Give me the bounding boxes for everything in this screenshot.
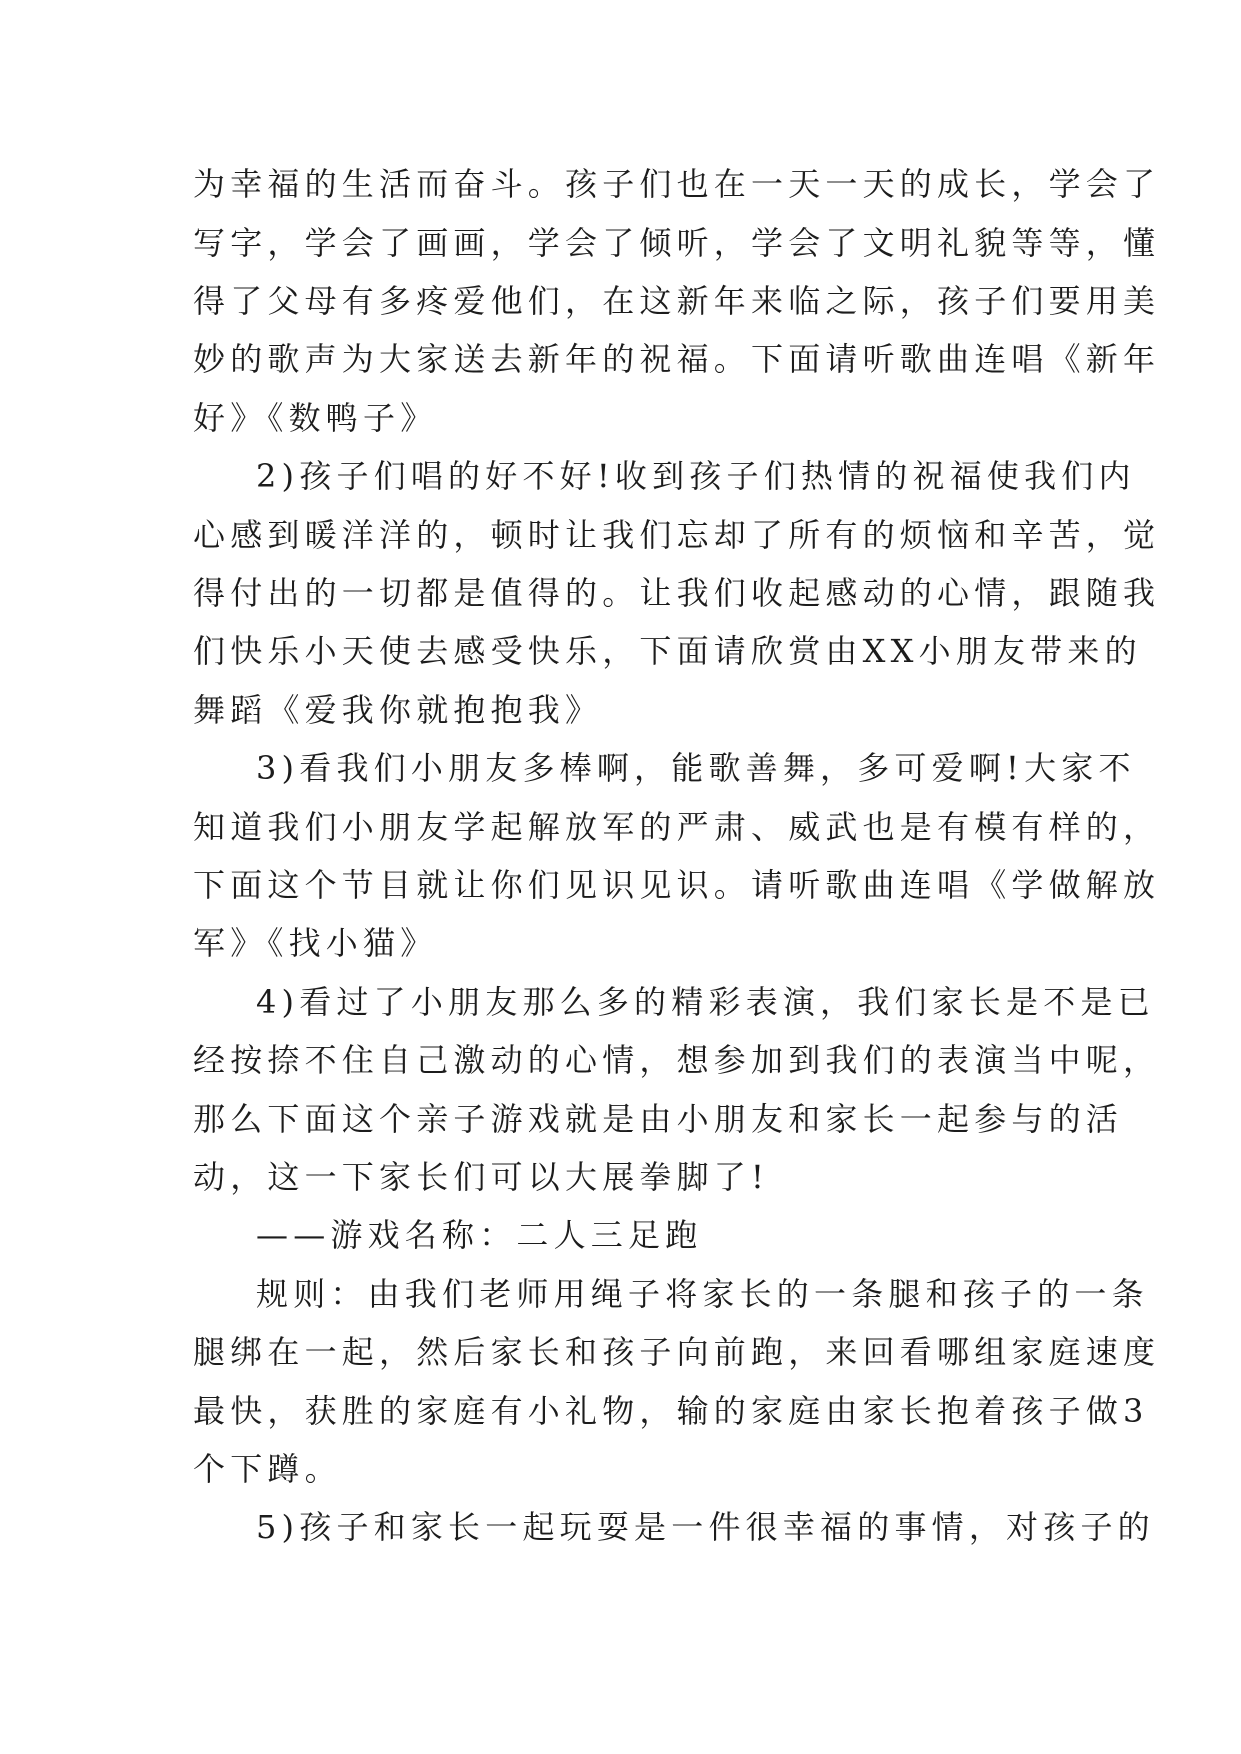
text-line: 得付出的一切都是值得的。让我们收起感动的心情，跟随我 (193, 574, 1161, 612)
text-line: 知道我们小朋友学起解放军的严肃、威武也是有模有样的， (193, 808, 1161, 846)
paragraph-5-start: 5)孩子和家长一起玩耍是一件很幸福的事情，对孩子的 (256, 1508, 1155, 1546)
paragraph-3-start: 3)看我们小朋友多棒啊，能歌善舞，多可爱啊!大家不 (256, 749, 1136, 787)
game-name-line: ——游戏名称：二人三足跑 (256, 1216, 703, 1254)
text-line: 经按捺不住自己激动的心情，想参加到我们的表演当中呢， (193, 1041, 1161, 1079)
text-line: 们快乐小天使去感受快乐，下面请欣赏由XX小朋友带来的 (193, 632, 1142, 670)
text-line: 舞蹈《爱我你就抱抱我》 (193, 691, 603, 729)
text-line: 写字，学会了画画，学会了倾听，学会了文明礼貌等等，懂 (193, 224, 1161, 262)
paragraph-2-start: 2)孩子们唱的好不好!收到孩子们热情的祝福使我们内 (256, 457, 1136, 495)
text-line: 动，这一下家长们可以大展拳脚了! (193, 1158, 770, 1196)
text-line: 最快，获胜的家庭有小礼物，输的家庭由家长抱着孩子做3 (193, 1392, 1149, 1430)
paragraph-4-start: 4)看过了小朋友那么多的精彩表演，我们家长是不是已 (256, 983, 1155, 1021)
rules-start: 规则：由我们老师用绳子将家长的一条腿和孩子的一条 (256, 1275, 1149, 1313)
text-line: 个下蹲。 (193, 1450, 342, 1488)
text-line: 军》《找小猫》 (193, 924, 438, 962)
text-line: 下面这个节目就让你们见识见识。请听歌曲连唱《学做解放 (193, 866, 1161, 904)
text-line: 那么下面这个亲子游戏就是由小朋友和家长一起参与的活 (193, 1100, 1124, 1138)
text-line: 为幸福的生活而奋斗。孩子们也在一天一天的成长，学会了 (193, 165, 1161, 203)
text-line: 妙的歌声为大家送去新年的祝福。下面请听歌曲连唱《新年 (193, 340, 1161, 378)
text-line: 得了父母有多疼爱他们，在这新年来临之际，孩子们要用美 (193, 282, 1161, 320)
text-line: 好》《数鸭子》 (193, 399, 438, 437)
text-line: 腿绑在一起，然后家长和孩子向前跑，来回看哪组家庭速度 (193, 1333, 1161, 1371)
text-line: 心感到暖洋洋的，顿时让我们忘却了所有的烦恼和辛苦，觉 (193, 516, 1161, 554)
